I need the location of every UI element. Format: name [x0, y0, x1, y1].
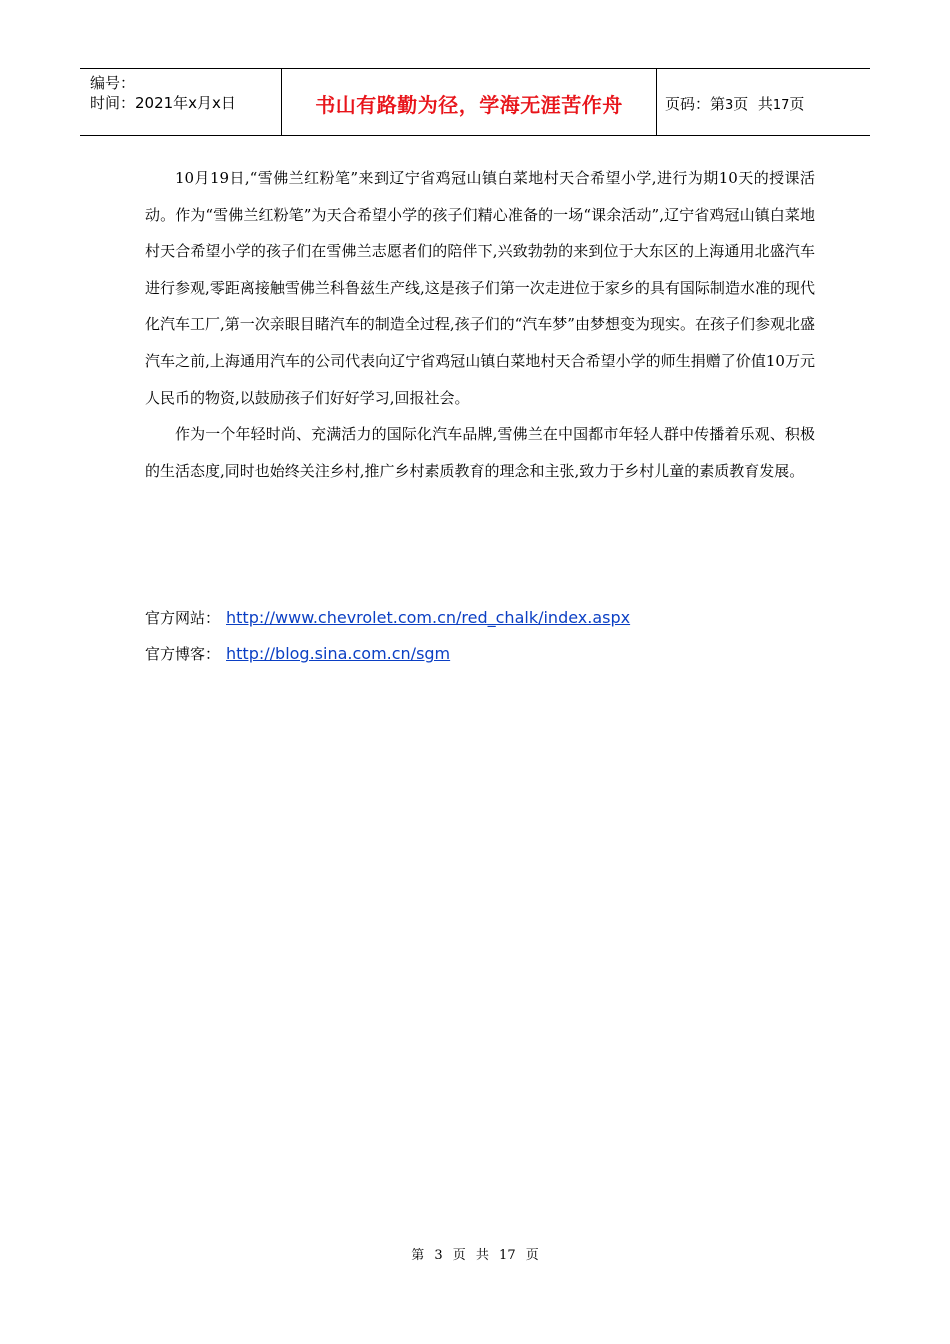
page-suffix: 页: [789, 95, 805, 113]
official-blog-row: [145, 636, 845, 672]
header-meta: [90, 73, 280, 113]
header-divider-right: [656, 69, 657, 135]
page-current: 3: [725, 98, 734, 113]
official-website-row: [145, 600, 845, 636]
document-number-label: 编号：: [90, 74, 136, 92]
page-header: [80, 68, 870, 136]
article-body: [145, 160, 815, 489]
header-page-indicator: [665, 69, 804, 135]
official-links: [145, 600, 845, 672]
page-footer: 第 3 页 共 17 页: [411, 1248, 539, 1263]
page-total: 17: [772, 98, 790, 113]
paragraph: 10月19日,“雪佛兰红粉笔”来到辽宁省鸡冠山镇白菜地村天合希望小学,进行为期10天的授课活动。作为“雪佛兰红粉笔”为天合希望小学的孩子们精心准备的一场“课余活动”,辽宁省鸡冠山镇白菜地村天合希望小学的孩子们在雪佛兰志愿者们的陪伴下,兴致勃勃的来到位于大东区的上海通用北盛汽车进行参观,零距离接触雪佛兰科鲁兹生产线,这是孩子们第一次走进位于家乡的具有国际制造水准的现代化汽车工厂,第一次亲眼目睹汽车的制造全过程,孩子们的“汽车梦”由梦想变为现实。在孩子们参观北盛汽车之前,上海通用汽车的公司代表向辽宁省鸡冠山镇白菜地村天合希望小学的师生捐赠了价值10万元人民币的物资,以鼓励孩子们好好学习,回报社会。: [145, 169, 815, 407]
document-time-label: 时间：2021年x月x日: [90, 94, 236, 112]
official-blog-link[interactable]: http://blog.sina.com.cn/sgm: [226, 644, 451, 663]
header-slogan: 书山有路勤为径，学海无涯苦作舟: [315, 93, 623, 117]
paragraph: 作为一个年轻时尚、充满活力的国际化汽车品牌,雪佛兰在中国都市年轻人群中传播着乐观、积极的生活态度,同时也始终关注乡村,推广乡村素质教育的理念和主张,致力于乡村儿童的素质教育发展。: [145, 425, 815, 480]
official-blog-label: 官方博客：: [145, 645, 221, 663]
official-website-label: 官方网站：: [145, 609, 221, 627]
page-prefix: 页码：第: [665, 95, 726, 113]
page-mid: 页 共: [733, 95, 773, 113]
official-website-link[interactable]: http://www.chevrolet.com.cn/red_chalk/index.aspx: [226, 608, 631, 627]
